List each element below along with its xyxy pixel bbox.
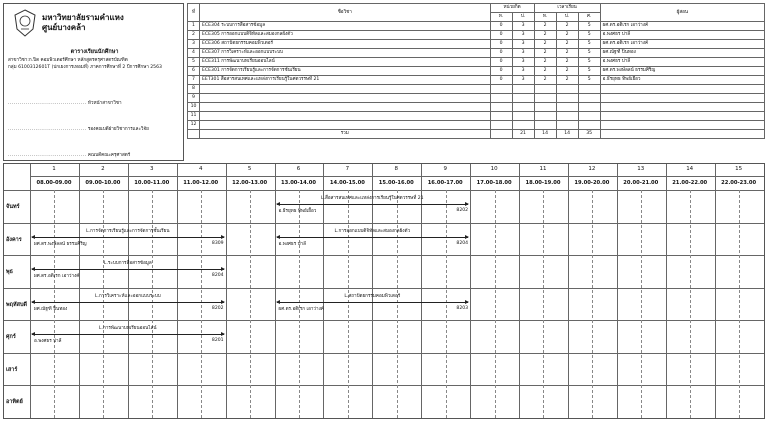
slot-time: 10.00-11.00 — [134, 180, 170, 186]
slot-number: 15 — [735, 166, 743, 172]
course-cell-h1: 2 — [534, 76, 556, 85]
course-cell-subject — [200, 103, 491, 112]
slot-number: 4 — [198, 166, 203, 172]
signature-advisor-label: หัวหน้าสาขาวิชา — [87, 101, 122, 106]
course-cell-c1: 0 — [490, 22, 512, 31]
sub-header: ป. — [512, 13, 534, 22]
course-cell-c2: 3 — [512, 76, 534, 85]
slot-number: 12 — [588, 166, 596, 172]
course-cell-c1 — [490, 103, 512, 112]
column-divider — [519, 164, 520, 418]
header-divider — [30, 176, 764, 177]
university-line2: ศูนย์บางคล้า — [42, 23, 86, 32]
column-divider — [617, 164, 618, 418]
course-cell-h3: 5 — [578, 67, 600, 76]
course-cell-subject — [200, 121, 491, 130]
signature-dean-label: คณบดีคณะครุศาสตร์ — [87, 153, 131, 158]
sub-header: ศ. — [578, 13, 600, 22]
slot-number: 10 — [490, 166, 498, 172]
course-row — [188, 94, 765, 103]
course-cell-c2: 3 — [512, 67, 534, 76]
weekly-timetable — [3, 163, 765, 419]
course-row — [188, 22, 765, 31]
dashed-divider — [495, 190, 496, 418]
day-label: อังคาร — [6, 236, 22, 243]
class-instructor: ผศ.ดร.อติเรก เอาว่างค์ — [34, 274, 80, 279]
course-row — [188, 103, 765, 112]
slot-number: 3 — [150, 166, 154, 172]
row-divider — [4, 223, 764, 224]
class-room: 8204 — [211, 273, 224, 278]
course-cell-h2 — [556, 112, 578, 121]
day-label: พฤหัสบดี — [6, 301, 28, 308]
course-cell-c1 — [490, 94, 512, 103]
day-label: อาทิตย์ — [6, 399, 23, 405]
total-h2: 14 — [556, 130, 578, 139]
slot-number: 8 — [394, 166, 399, 172]
course-cell-teacher — [600, 112, 764, 121]
slot-time: 16.00-17.00 — [427, 180, 463, 186]
student-program: สาขาวิชา:ก.ปิด คอมพิวเตอร์ศึกษา หลักสูตรครุศาสตรบัณฑิต — [8, 58, 128, 63]
col-hours-header: เวลาเรียน — [534, 4, 600, 13]
course-cell-h3: 5 — [578, 58, 600, 67]
double-arrow-icon — [32, 269, 224, 270]
course-cell-c2 — [512, 85, 534, 94]
course-cell-c1: 0 — [490, 67, 512, 76]
course-cell-c2 — [512, 112, 534, 121]
col-subject-header: ชื่อวิชา — [200, 4, 491, 22]
course-cell-no: 1 — [188, 22, 200, 31]
course-cell-c1 — [490, 121, 512, 130]
course-cell-no: 7 — [188, 76, 200, 85]
column-divider — [666, 164, 667, 418]
class-entry — [32, 325, 224, 345]
class-name: L.สื่อสารสนเทศและแหล่งการเรียนรู้ในศตวรรษที่ 21 — [321, 196, 424, 201]
signature-deputy: ........................................ รองคณบดีฝ่ายวิชาการและวิจัย — [8, 127, 149, 132]
row-divider — [4, 320, 764, 321]
course-cell-h3 — [578, 103, 600, 112]
class-name: L.การออกแบบดิจิทัลและสมองกลฝังตัว — [334, 228, 411, 234]
course-row — [188, 121, 765, 130]
class-instructor: ผศ.ดร.พงษ์ลลน์ ธรรมศิริญ — [34, 241, 87, 247]
university-name — [42, 13, 124, 33]
course-cell-h1 — [534, 85, 556, 94]
col-teacher-header: ผู้สอน — [600, 4, 764, 22]
course-row — [188, 49, 765, 58]
course-cell-no: 5 — [188, 58, 200, 67]
slot-number: 6 — [296, 166, 301, 172]
course-cell-teacher — [600, 94, 764, 103]
course-row — [188, 58, 765, 67]
slot-number: 13 — [637, 166, 645, 172]
course-cell-no: 12 — [188, 121, 200, 130]
column-divider — [568, 164, 569, 418]
course-cell-c2: 3 — [512, 58, 534, 67]
course-cell-h1: 2 — [534, 49, 556, 58]
course-cell-c2: 3 — [512, 40, 534, 49]
course-cell-teacher: อ.ธีรยุทธ ทิพย์เยื้อว — [600, 76, 764, 85]
dashed-divider — [690, 190, 691, 418]
course-cell-h2 — [556, 103, 578, 112]
course-cell-h1: 2 — [534, 40, 556, 49]
class-entry — [32, 260, 224, 280]
course-cell-subject: ECE306 สถาปัตยกรรมคอมพิวเตอร์ — [200, 40, 491, 49]
sub-header: ป. — [556, 13, 578, 22]
row-divider — [4, 190, 764, 191]
class-name: L.การพัฒนาบทเรียนออนไลน์ — [99, 326, 157, 331]
double-arrow-icon — [32, 237, 224, 238]
slot-number: 1 — [52, 166, 56, 172]
course-cell-h1 — [534, 121, 556, 130]
row-divider — [4, 288, 764, 289]
course-cell-h1 — [534, 94, 556, 103]
course-cell-h3: 5 — [578, 22, 600, 31]
class-entry — [277, 293, 469, 313]
course-cell-no: 2 — [188, 31, 200, 40]
course-cell-c2 — [512, 121, 534, 130]
course-cell-subject — [200, 94, 491, 103]
slot-time: 09.00-10.00 — [85, 180, 121, 186]
course-cell-h2: 2 — [556, 67, 578, 76]
course-cell-teacher: อ.พงศธร ปาลี — [600, 58, 764, 67]
slot-time: 20.00-21.00 — [623, 180, 659, 186]
course-cell-no: 10 — [188, 103, 200, 112]
course-cell-h2: 2 — [556, 22, 578, 31]
slot-number: 2 — [101, 166, 105, 172]
course-cell-subject: ECE304 ระบบการสื่อสารข้อมูล — [200, 22, 491, 31]
course-cell-h2 — [556, 121, 578, 130]
slot-time: 18.00-19.00 — [525, 180, 561, 186]
course-cell-h2: 2 — [556, 40, 578, 49]
course-cell-h2: 2 — [556, 76, 578, 85]
document-title: ตารางเรียนนักศึกษา — [70, 49, 119, 55]
course-cell-c2: 3 — [512, 31, 534, 40]
course-cell-subject: ECE311 การพัฒนาบทเรียนออนไลน์ — [200, 58, 491, 67]
double-arrow-icon — [277, 302, 469, 303]
course-cell-c1: 0 — [490, 49, 512, 58]
day-label: เสาร์ — [6, 366, 18, 373]
class-room: 8309 — [211, 240, 224, 246]
column-divider — [226, 164, 227, 418]
slot-number: 9 — [443, 166, 447, 172]
totals-row — [188, 130, 765, 139]
slot-time: 19.00-20.00 — [574, 180, 610, 186]
slot-time: 15.00-16.00 — [378, 180, 414, 186]
course-cell-subject: ECE307 การวิเคราะห์และออกแบบระบบ — [200, 49, 491, 58]
course-cell-h1: 2 — [534, 22, 556, 31]
course-cell-c1 — [490, 85, 512, 94]
course-cell-c2 — [512, 103, 534, 112]
double-arrow-icon — [277, 204, 469, 205]
course-cell-h2 — [556, 85, 578, 94]
class-instructor: อ.ธีรยุทธ ทิพย์เยื้อว — [278, 209, 317, 214]
double-arrow-icon — [32, 334, 224, 335]
course-row — [188, 112, 765, 121]
column-divider — [79, 164, 80, 418]
class-instructor: ผศ.ณัฐฑี ปิ่นทอง — [34, 306, 68, 312]
total-h1: 14 — [534, 130, 556, 139]
student-details — [8, 57, 180, 71]
course-row — [188, 31, 765, 40]
student-info-panel — [3, 3, 184, 161]
university-line1: มหาวิทยาลัยรามคำแหง — [42, 13, 124, 22]
course-cell-h3: 5 — [578, 31, 600, 40]
class-room: 8202 — [211, 305, 224, 311]
class-entry — [277, 195, 469, 215]
col-no-header: ที่ — [188, 4, 200, 22]
course-cell-no: 3 — [188, 40, 200, 49]
column-divider — [177, 164, 178, 418]
course-cell-h3 — [578, 94, 600, 103]
dashed-divider — [592, 190, 593, 418]
class-name: L.การวิเคราะห์และออกแบบระบบ — [94, 293, 161, 299]
course-cell-no: 6 — [188, 67, 200, 76]
course-cell-subject: ECE305 การออกแบบดิจิทัลและสมองกลฝังตัว — [200, 31, 491, 40]
course-cell-h3: 5 — [578, 49, 600, 58]
course-cell-subject — [200, 112, 491, 121]
course-cell-c1: 0 — [490, 76, 512, 85]
dashed-divider — [543, 190, 544, 418]
class-name: L.ระบบการสื่อสารข้อมูล — [103, 261, 152, 266]
class-name: L.การจัดการเรียนรู้และการจัดการชั้นเรียน — [86, 228, 170, 234]
course-cell-c1: 0 — [490, 31, 512, 40]
course-cell-h2 — [556, 94, 578, 103]
course-cell-c2: 3 — [512, 49, 534, 58]
slot-time: 21.00-22.00 — [672, 180, 708, 186]
course-row — [188, 40, 765, 49]
course-cell-teacher: อ.พงศธร ปาลี — [600, 31, 764, 40]
course-cell-no: 11 — [188, 112, 200, 121]
class-name: L.สถาปัตยกรรมคอมพิวเตอร์ — [344, 293, 401, 299]
slot-number: 5 — [247, 166, 252, 172]
dashed-divider — [250, 190, 251, 418]
class-room: 8203 — [456, 305, 469, 311]
double-arrow-icon — [277, 237, 469, 238]
col-credits-header: หน่วยกิต — [490, 4, 534, 13]
slot-number: 14 — [686, 166, 694, 172]
row-divider — [4, 255, 764, 256]
total-h3: 35 — [578, 130, 600, 139]
course-row — [188, 76, 765, 85]
column-divider — [470, 164, 471, 418]
class-entry — [277, 228, 469, 248]
university-seal-icon — [13, 9, 37, 37]
day-label: ศุกร์ — [6, 334, 16, 340]
class-entry — [32, 228, 224, 248]
class-room: 8202 — [456, 208, 469, 213]
student-group: กลุ่ม 6100312601T (ปกเยงการเทอมที่) ภาคการศึกษาที่ 2 ปีการศึกษา 2563 — [8, 65, 162, 70]
course-cell-c1 — [490, 112, 512, 121]
course-cell-h3: 5 — [578, 40, 600, 49]
course-cell-h3 — [578, 121, 600, 130]
course-cell-teacher — [600, 103, 764, 112]
course-cell-c1: 0 — [490, 58, 512, 67]
course-cell-h2: 2 — [556, 58, 578, 67]
slot-time: 13.00-14.00 — [281, 180, 316, 186]
signature-dean: ........................................ คณบดีคณะครุศาสตร์ — [8, 153, 131, 158]
course-cell-no: 4 — [188, 49, 200, 58]
slot-time: 17.00-18.00 — [476, 180, 512, 186]
slot-time: 14.00-15.00 — [329, 180, 365, 186]
course-cell-c1: 0 — [490, 40, 512, 49]
slot-time: 11.00-12.00 — [183, 180, 219, 186]
sub-header: ท. — [534, 13, 556, 22]
course-cell-subject — [200, 85, 491, 94]
course-cell-h1: 2 — [534, 31, 556, 40]
class-room: 8204 — [456, 240, 469, 246]
class-instructor: ผศ.ดร.อติเรก เอาว่างค์ — [278, 306, 324, 312]
course-cell-teacher: ผศ.ดร.อติเรก เอาว่างค์ — [600, 40, 764, 49]
column-divider — [715, 164, 716, 418]
class-instructor: อ.พงศธร ปาลี — [34, 339, 62, 344]
course-cell-teacher — [600, 121, 764, 130]
dashed-divider — [641, 190, 642, 418]
course-cell-h1 — [534, 103, 556, 112]
course-cell-teacher: ผศ.ณัฐฑี ปิ่นทอง — [600, 49, 764, 58]
course-cell-c2 — [512, 94, 534, 103]
row-divider — [4, 385, 764, 386]
course-cell-subject: EET301 สื่อสารสนเทศและแหล่งการเรียนรู้ในศตวรรษที่ 21 — [200, 76, 491, 85]
class-entry — [32, 293, 224, 313]
course-cell-h1: 2 — [534, 67, 556, 76]
signature-deputy-label: รองคณบดีฝ่ายวิชาการและวิจัย — [87, 127, 149, 132]
signature-advisor: ........................................ หัวหน้าสาขาวิชา — [8, 101, 122, 106]
class-room: 8201 — [211, 338, 224, 343]
course-cell-h1 — [534, 112, 556, 121]
total-label: รวม — [200, 130, 491, 139]
day-label: พุธ — [6, 269, 13, 275]
course-cell-c2: 3 — [512, 22, 534, 31]
course-cell-subject: ECE301 การจัดการเรียนรู้และการจัดการชั้นเรียน — [200, 67, 491, 76]
day-label: จันทร์ — [6, 204, 20, 210]
slot-time: 12.00-13.00 — [232, 180, 268, 186]
slot-time: 22.00-23.00 — [721, 180, 757, 186]
course-cell-teacher: ผศ.ดร.พงษ์ลลน์ ธรรมศิริญ — [600, 67, 764, 76]
slot-number: 7 — [345, 166, 350, 172]
course-cell-teacher: ผศ.ดร.อติเรก เอาว่างค์ — [600, 22, 764, 31]
row-divider — [4, 353, 764, 354]
course-cell-h3 — [578, 85, 600, 94]
double-arrow-icon — [32, 302, 224, 303]
course-cell-h2: 2 — [556, 31, 578, 40]
course-cell-no: 9 — [188, 94, 200, 103]
course-cell-no: 8 — [188, 85, 200, 94]
course-cell-h2: 2 — [556, 49, 578, 58]
course-row — [188, 67, 765, 76]
sub-header: ท. — [490, 13, 512, 22]
total-c2: 21 — [512, 130, 534, 139]
course-cell-teacher — [600, 85, 764, 94]
course-cell-h1: 2 — [534, 58, 556, 67]
class-instructor: อ.พงศธร ปาลี — [278, 241, 306, 247]
course-row — [188, 85, 765, 94]
slot-time: 08.00-09.00 — [36, 180, 72, 186]
course-cell-h3: 5 — [578, 76, 600, 85]
dashed-divider — [739, 190, 740, 418]
column-divider — [30, 164, 31, 418]
course-cell-h3 — [578, 112, 600, 121]
slot-number: 11 — [539, 166, 547, 172]
total-c1 — [490, 130, 512, 139]
column-divider — [128, 164, 129, 418]
course-table — [187, 3, 765, 139]
